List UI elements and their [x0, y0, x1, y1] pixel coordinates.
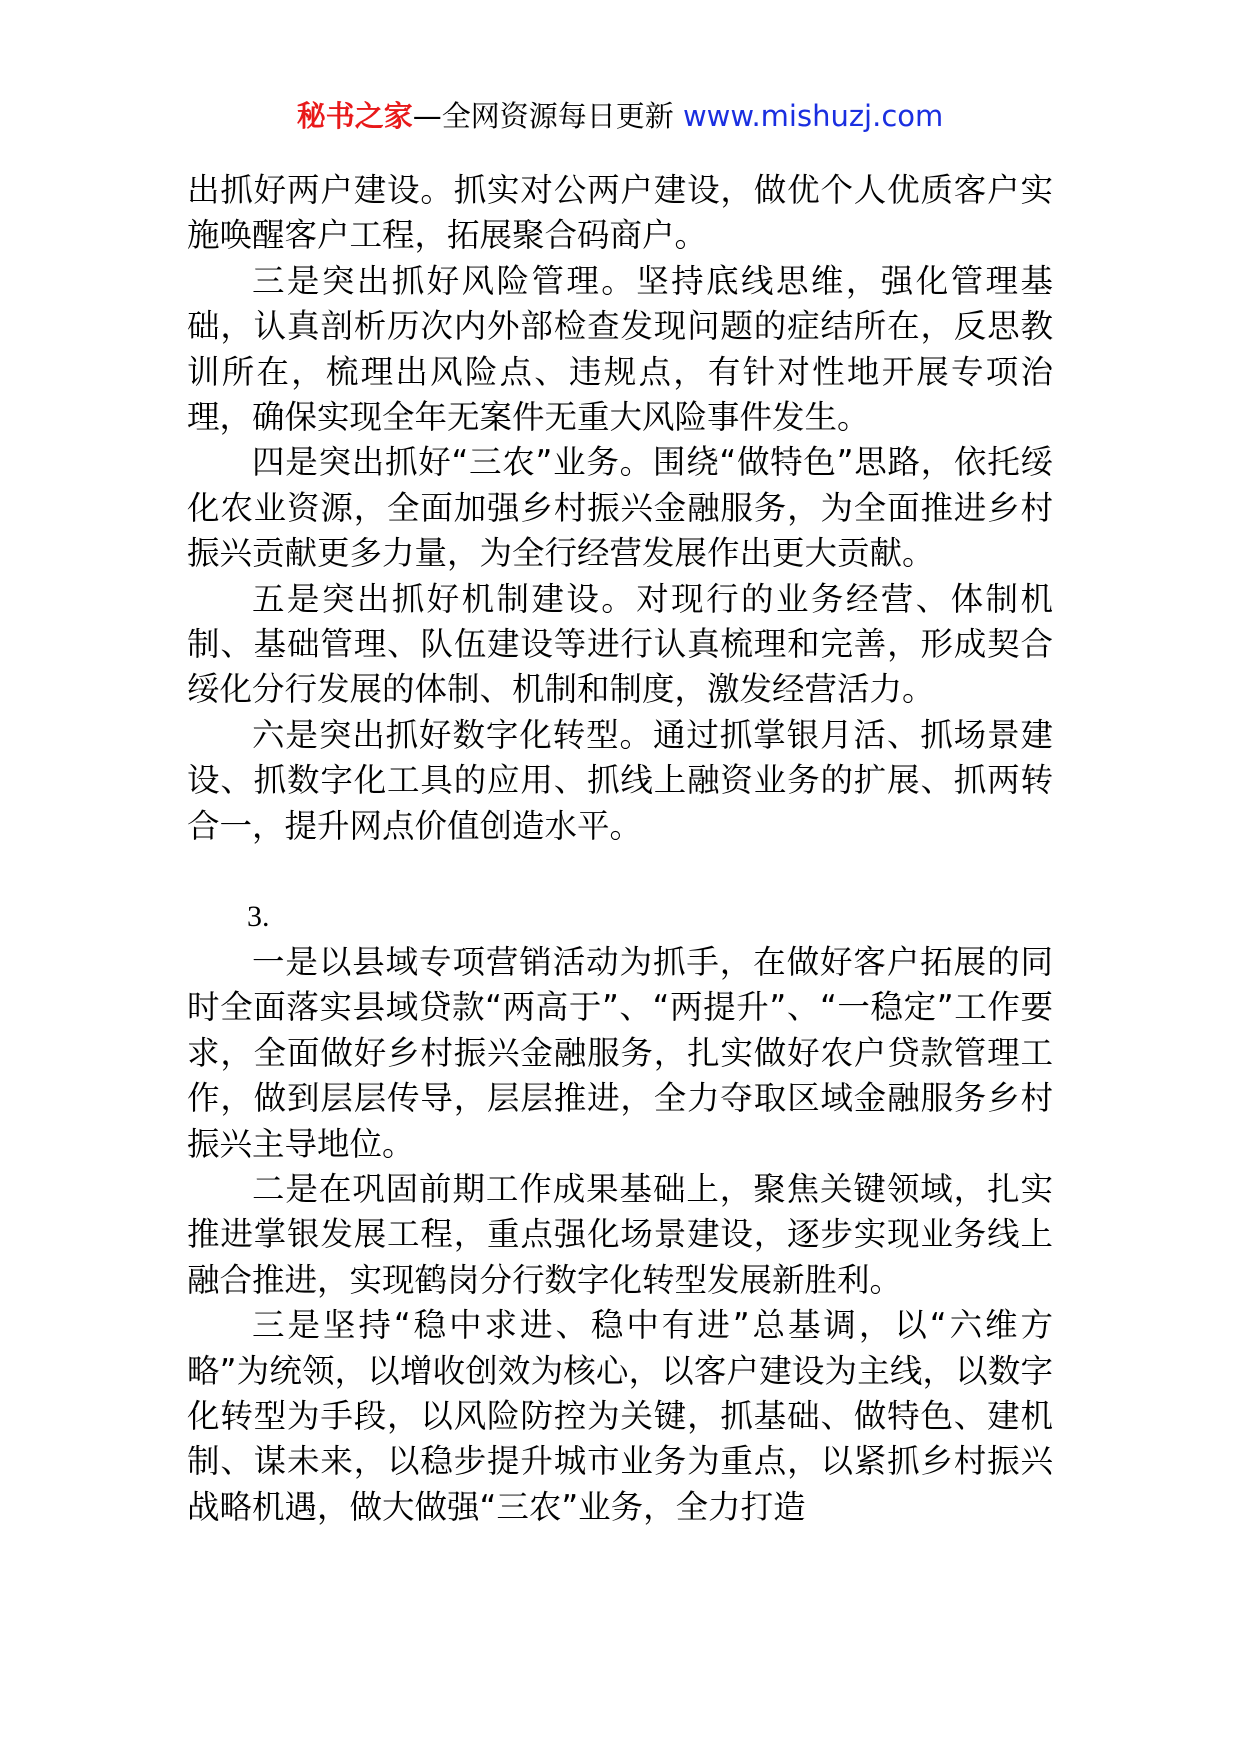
- paragraph-continued: 出抓好两户建设。抓实对公两户建设，做优个人优质客户实施唤醒客户工程，拓展聚合码商户。: [187, 171, 1053, 255]
- section-number: 3.: [247, 900, 270, 934]
- header-tagline: —全网资源每日更新: [412, 99, 683, 133]
- paragraph-mechanism: 五是突出抓好机制建设。对现行的业务经营、体制机制、基础管理、队伍建设等进行认真梳理和完善，形成契合绥化分行发展的体制、机制和制度，激发经营活力。: [187, 579, 1053, 709]
- paragraph-general-tone: 三是坚持“稳中求进、稳中有进”总基调，以“六维方略”为统领，以增收创效为核心，以客户建设为主线，以数字化转型为手段，以风险防控为关键，抓基础、做特色、建机制、谋未来，以稳步提升城市业务为重点，以紧抓乡村振兴战略机遇，做大做强“三农”业务，全力打造: [187, 1306, 1053, 1526]
- blank-line: [187, 849, 1053, 894]
- header-url[interactable]: www.mishuzj.com: [682, 99, 944, 133]
- paragraph-risk-management: 三是突出抓好风险管理。坚持底线思维，强化管理基础，认真剖析历次内外部检查发现问题的症结所在，反思教训所在，梳理出风险点、违规点，有针对性地开展专项治理，确保实现全年无案件无重大风险事件发生。: [187, 261, 1053, 437]
- paragraph-digital: 六是突出抓好数字化转型。通过抓掌银月活、抓场景建设、抓数字化工具的应用、抓线上融资业务的扩展、抓两转合一，提升网点价值创造水平。: [187, 715, 1053, 845]
- page-header: [0, 96, 1240, 136]
- document-body: [187, 168, 1053, 1530]
- paragraph-county-marketing: 一是以县域专项营销活动为抓手，在做好客户拓展的同时全面落实县域贷款“两高于”、“两提升”、“一稳定”工作要求，全面做好乡村振兴金融服务，扎实做好农户贷款管理工作，做到层层传导，层层推进，全力夺取区域金融服务乡村振兴主导地位。: [187, 942, 1053, 1163]
- paragraph-mobile-banking: 二是在巩固前期工作成果基础上，聚焦关键领域，扎实推进掌银发展工程，重点强化场景建设，逐步实现业务线上融合推进，实现鹤岗分行数字化转型发展新胜利。: [187, 1169, 1053, 1299]
- paragraph-sannong: 四是突出抓好“三农”业务。围绕“做特色”思路，依托绥化农业资源，全面加强乡村振兴金融服务，为全面推进乡村振兴贡献更多力量，为全行经营发展作出更大贡献。: [187, 443, 1053, 573]
- header-brand: 秘书之家: [296, 99, 413, 133]
